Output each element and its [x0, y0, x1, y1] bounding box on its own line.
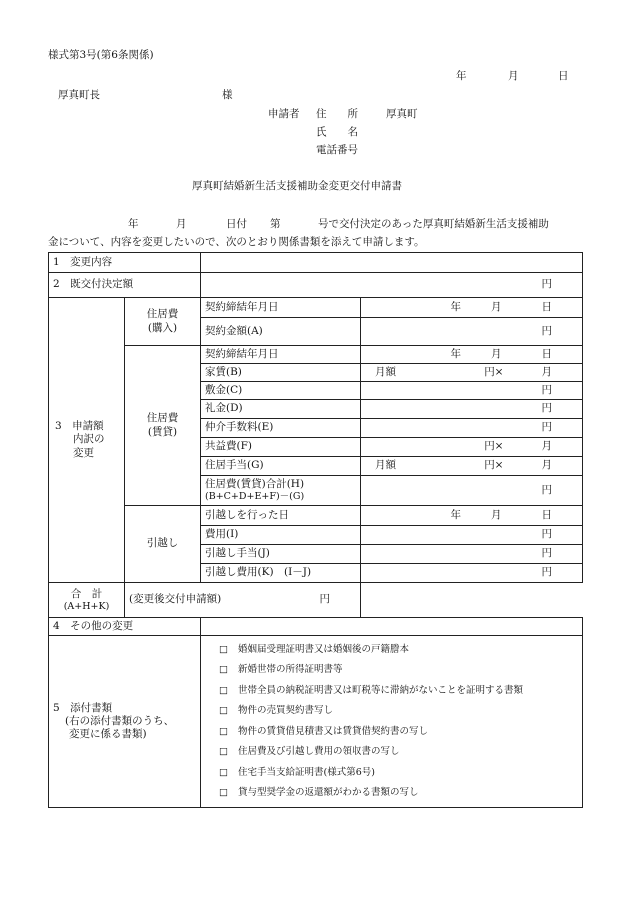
other-changes-label: 4 その他の変更: [49, 618, 201, 636]
sum-field[interactable]: (変更後交付申請額) 円: [125, 583, 361, 618]
moving-date-field[interactable]: 年 月 日: [361, 506, 583, 526]
phone-label: 電話番号: [316, 144, 358, 156]
brokerage-field[interactable]: 円: [361, 419, 583, 438]
rent-field[interactable]: 月額 円× 月: [361, 364, 583, 382]
checkbox[interactable]: □: [219, 787, 228, 798]
rent-contract-date-label: 契約締結年月日: [201, 346, 361, 364]
brokerage-label: 仲介手数料(E): [201, 419, 361, 438]
date-month-label: 月: [508, 70, 519, 82]
moving-total-label: 引越し費用(K) (I－J): [201, 564, 361, 583]
moving-label: 引越し: [125, 506, 201, 583]
attachment-item: [219, 660, 578, 681]
existing-amount-field[interactable]: [201, 273, 583, 298]
application-table: [48, 252, 583, 808]
attachment-label: 住宅手当支給証明書(様式第6号): [237, 766, 375, 778]
deposit-field[interactable]: 円: [361, 382, 583, 400]
attachment-label: 住居費及び引越し費用の領収書の写し: [237, 746, 400, 757]
checkbox[interactable]: □: [219, 664, 228, 675]
checkbox[interactable]: □: [219, 684, 228, 696]
applicant-label: 申請者: [268, 108, 300, 120]
contract-amount-field[interactable]: 円: [361, 318, 583, 346]
attachment-label: 婚姻届受理証明書又は婚姻後の戸籍謄本: [237, 643, 409, 655]
rent-total-label: 住居費(賃貸)合計(H) (B+C+D+E+F)－(G): [201, 476, 361, 506]
checkbox[interactable]: □: [219, 643, 228, 655]
attachment-label: 物件の売買契約書写し: [237, 705, 333, 716]
attachment-label: 貸与型奨学金の返還額がわかる書類の写し: [237, 787, 419, 798]
addressee: 厚真町長: [58, 89, 100, 101]
moving-allowance-label: 引越し手当(J): [201, 545, 361, 564]
attachment-item: [219, 681, 578, 702]
moving-date-label: 引越しを行った日: [201, 506, 361, 526]
housing-allowance-label: 住居手当(G): [201, 457, 361, 476]
rent-total-field[interactable]: 円: [361, 476, 583, 506]
attachment-item: [219, 701, 578, 722]
attachments-list: [205, 640, 578, 804]
address-value: 厚真町: [386, 108, 418, 120]
moving-cost-label: 費用(I): [201, 526, 361, 545]
intro-number-prefix: 第: [270, 218, 281, 230]
form-number: 様式第3号(第6条関係): [48, 49, 154, 61]
moving-allowance-field[interactable]: 円: [361, 545, 583, 564]
intro-year: 年: [128, 218, 139, 230]
checkbox[interactable]: □: [219, 746, 228, 757]
checkbox[interactable]: □: [219, 705, 228, 716]
document-title: 厚真町結婚新生活支援補助金変更交付申請書: [192, 180, 402, 192]
change-content-field[interactable]: [201, 253, 583, 273]
section3-label: 3 申請額 内訳の 変更: [49, 298, 125, 583]
contract-date-label: 契約締結年月日: [201, 298, 361, 318]
attachment-item: [219, 722, 578, 743]
attachments-list-cell: [201, 636, 583, 808]
contract-amount-label: 契約金額(A): [201, 318, 361, 346]
date-year-label: 年: [456, 70, 467, 82]
attachment-item: [219, 742, 578, 763]
contract-date-field[interactable]: 年 月 日: [361, 298, 583, 318]
attachments-label: 5 添付書類 (右の添付書類のうち、 変更に係る書類): [49, 636, 201, 808]
moving-cost-field[interactable]: 円: [361, 526, 583, 545]
existing-amount-label: 2 既交付決定額: [49, 273, 201, 298]
yen-unit: 円: [541, 278, 552, 291]
address-label: 住 所: [316, 108, 358, 120]
rent-label: 家賃(B): [201, 364, 361, 382]
checkbox[interactable]: □: [219, 725, 228, 737]
attachment-label: 新婚世帯の所得証明書等: [237, 664, 343, 675]
attachment-item: [219, 640, 578, 661]
moving-total-field[interactable]: 円: [361, 564, 583, 583]
sum-label: 合 計 (A+H+K): [49, 583, 125, 618]
other-changes-field[interactable]: [201, 618, 583, 636]
housing-rent-label: 住居費 (賃貸): [125, 346, 201, 506]
deposit-label: 敷金(C): [201, 382, 361, 400]
intro-line1-rest: 号で交付決定のあった厚真町結婚新生活支援補助: [318, 218, 549, 230]
intro-day: 日付: [226, 218, 247, 230]
key-money-field[interactable]: 円: [361, 400, 583, 419]
attachment-item: [219, 763, 578, 784]
attachment-item: [219, 783, 578, 804]
housing-allowance-field[interactable]: 月額 円× 月: [361, 457, 583, 476]
date-day-label: 日: [558, 70, 569, 82]
checkbox[interactable]: □: [219, 766, 228, 778]
common-fee-field[interactable]: 円× 月: [361, 438, 583, 457]
honorific: 様: [222, 89, 233, 101]
attachment-label: 世帯全員の納税証明書又は町税等に滞納がないことを証明する書類: [237, 684, 523, 696]
key-money-label: 礼金(D): [201, 400, 361, 419]
housing-purchase-label: 住居費 (購入): [125, 298, 201, 346]
rent-contract-date-field[interactable]: 年 月 日: [361, 346, 583, 364]
intro-month: 月: [176, 218, 187, 230]
common-fee-label: 共益費(F): [201, 438, 361, 457]
intro-line2: 金について、内容を変更したいので、次のとおり関係書類を添えて申請します。: [48, 236, 425, 248]
change-content-label: 1 変更内容: [49, 253, 201, 273]
name-label: 氏 名: [316, 126, 358, 138]
attachment-label: 物件の賃貸借見積書又は賃貸借契約書の写し: [237, 725, 428, 737]
